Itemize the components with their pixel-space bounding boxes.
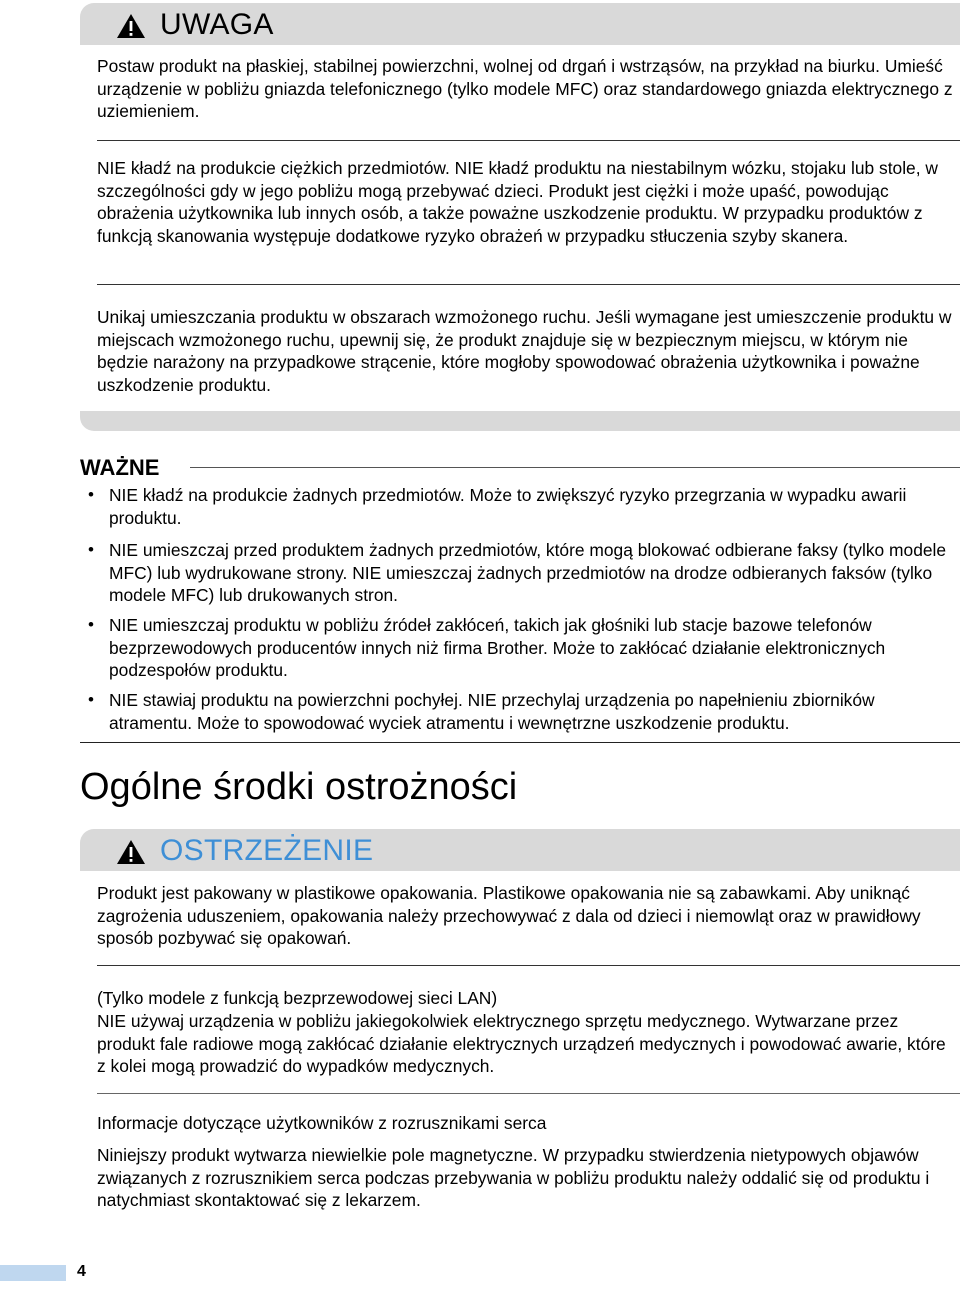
warning-wireless-note: (Tylko modele z funkcją bezprzewodowej sieci LAN): [97, 988, 498, 1008]
warning-title: OSTRZEŻENIE: [160, 834, 374, 867]
caution-paragraph-1: Postaw produkt na płaskiej, stabilnej powierzchni, wolnej od drgań i wstrząsów, na przykład na biurku. Umieść urządzenie w pobliżu gniazda telefonicznego (tylko modele MFC) oraz standardowego gniazda elektrycznego z uziemieniem.: [97, 56, 953, 122]
warning-triangle-icon: [116, 13, 146, 39]
bullet-icon: •: [88, 615, 94, 634]
caution-paragraph-3: Unikaj umieszczania produktu w obszarach wzmożonego ruchu. Jeśli wymagane jest umieszczenie produktu w miejscach wzmożonego ruchu, upewnij się, że produkt znajduje się w bezpiecznym miejscu, w którym nie będzie narażony na przypadkowe strącenie, które mogłoby spowodować obrażenia użytkownika i poważne uszkodzenie produktu.: [97, 307, 952, 396]
important-item-3: NIE umieszczaj produktu w pobliżu źródeł zakłóceń, takich jak głośniki lub stacje bazowe telefonów bezprzewodowych producentów innych niż firma Brother. Może to zakłócać działanie elektronicznych podzespołów produktu.: [109, 615, 886, 681]
warning-pacemaker-heading: Informacje dotyczące użytkowników z rozrusznikami serca: [97, 1113, 547, 1133]
important-item-2: NIE umieszczaj przed produktem żadnych przedmiotów, które mogą blokować odbierane faksy (tylko modele MFC) lub wydrukowane strony. NIE umieszczaj żadnych przedmiotów na drodze odbieranych faksów (tylko modele MFC) lub drukowanych stron.: [109, 540, 947, 606]
warning-paragraph-2: NIE używaj urządzenia w pobliżu jakiegokolwiek elektrycznego sprzętu medycznego. Wytwarzane przez produkt fale radiowe mogą zakłócać działanie elektrycznych urządzeń medycznych i powodować awarie, które z kolei mogą prowadzić do wypadków medycznych.: [97, 1011, 946, 1077]
caution-box-end: [80, 411, 960, 431]
important-item-1: NIE kładź na produkcie żadnych przedmiotów. Może to zwiększyć ryzyko przegrzania w wypadku awarii produktu.: [109, 485, 907, 528]
divider: [97, 1093, 960, 1094]
caution-banner: [80, 3, 960, 45]
divider: [97, 140, 960, 141]
warning-triangle-icon: [116, 839, 146, 865]
warning-banner: [80, 829, 960, 871]
section-title: Ogólne środki ostrożności: [80, 766, 518, 808]
caution-title: UWAGA: [160, 8, 274, 41]
warning-paragraph-3: Niniejszy produkt wytwarza niewielkie pole magnetyczne. W przypadku stwierdzenia nietypowych objawów związanych z rozrusznikiem serca podczas przebywania w pobliżu produktu należy oddalić się od produktu i natychmiast skontaktować się z lekarzem.: [97, 1145, 930, 1211]
important-heading-line: [190, 467, 960, 468]
page-tab: [0, 1265, 66, 1281]
important-item-4: NIE stawiaj produktu na powierzchni pochyłej. NIE przechylaj urządzenia po napełnieniu zbiorników atramentu. Może to spowodować wyciek atramentu i wewnętrzne uszkodzenie produktu.: [109, 690, 875, 733]
caution-paragraph-2: NIE kładź na produkcie ciężkich przedmiotów. NIE kładź produktu na niestabilnym wózku, stojaku lub stole, w szczególności gdy w jego pobliżu mogą przebywać dzieci. Produkt jest ciężki i może upaść, powodując obrażenia użytkownika lub innych osób, a także poważne uszkodzenie produktu. W przypadku produktów z funkcją skanowania występuje dodatkowe ryzyko obrażeń w przypadku stłuczenia szyby skanera.: [97, 158, 938, 247]
divider: [97, 284, 960, 285]
bullet-icon: •: [88, 690, 94, 709]
divider: [97, 965, 960, 966]
bullet-icon: •: [88, 540, 94, 559]
important-title: WAŻNE: [80, 455, 160, 480]
bullet-icon: •: [88, 485, 94, 504]
important-end-rule: [80, 742, 960, 743]
page-number: 4: [77, 1263, 86, 1280]
warning-paragraph-1: Produkt jest pakowany w plastikowe opakowania. Plastikowe opakowania nie są zabawkami. Aby uniknąć zagrożenia uduszeniem, opakowania należy przechowywać z dala od dzieci i niemowląt oraz w prawidłowy sposób pozbywać się opakowań.: [97, 883, 921, 949]
